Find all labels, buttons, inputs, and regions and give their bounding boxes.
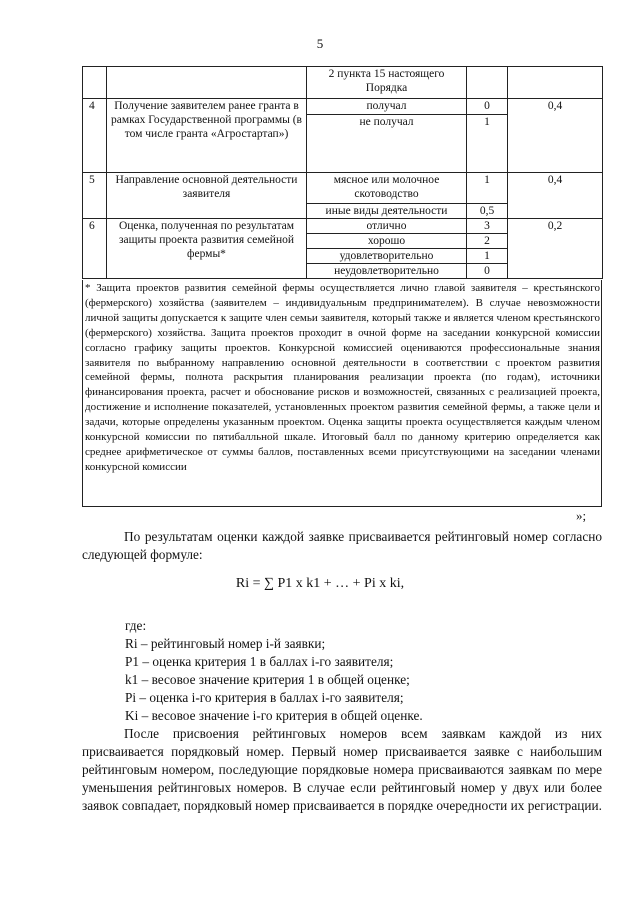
points-cell: 2 — [467, 234, 508, 249]
row-number: 4 — [83, 99, 107, 173]
weight-cell: 0,2 — [508, 219, 603, 279]
condition-cell: иные виды деятельности — [307, 204, 467, 219]
row-number — [83, 67, 107, 99]
paragraph-ordering: После присвоения рейтинговых номеров всем заявкам каждой из них присваивается порядковый номер. Первый номер присваивается заявке с наибольшим рейтинговым номером, последующие порядковые номера присваиваются заявкам по мере уменьшения рейтинговых номеров. В случае если рейтинговый номер у двух или более заявок совпадает, порядковый номер присваивается в порядке очередности их регистрации. — [82, 726, 602, 813]
points-cell: 0 — [467, 264, 508, 279]
rating-formula: Ri = ∑ P1 x k1 + … + Pi x ki, — [235, 576, 405, 591]
points-cell — [467, 67, 508, 99]
legend-item: Ri – рейтинговый номер i-й заявки; — [125, 636, 326, 651]
table-row — [83, 99, 603, 115]
points-cell: 1 — [467, 173, 508, 204]
condition-cell: не получал — [307, 115, 467, 173]
criterion-cell — [107, 67, 307, 99]
weight-cell — [508, 67, 603, 99]
criterion-cell: Получение заявителем ранее гранта в рамках Государственной программы (в том числе гранта «Агростартап») — [107, 99, 307, 173]
criterion-cell: Направление основной деятельности заявителя — [107, 173, 307, 219]
condition-cell: отлично — [307, 219, 467, 234]
points-cell: 1 — [467, 115, 508, 173]
legend-item: k1 – весовое значение критерия 1 в общей оценке; — [125, 672, 410, 687]
paragraph-rating-intro: По результатам оценки каждой заявке присваивается рейтинговый номер согласно следующей формуле: — [82, 529, 602, 562]
points-cell: 0,5 — [467, 204, 508, 219]
criterion-cell: Оценка, полученная по результатам защиты проекта развития семейной фермы* — [107, 219, 307, 279]
weight-cell: 0,4 — [508, 99, 603, 173]
row-number: 5 — [83, 173, 107, 219]
points-cell: 1 — [467, 249, 508, 264]
condition-cell: неудовлетворительно — [307, 264, 467, 279]
legend-item: Pi – оценка i-го критерия в баллах i-го заявителя; — [125, 690, 404, 705]
row-number: 6 — [83, 219, 107, 279]
where-label: где: — [125, 618, 147, 633]
page-number: 5 — [316, 36, 324, 51]
weight-cell: 0,4 — [508, 173, 603, 219]
legend-item: Ki – весовое значение i-го критерия в общей оценке. — [125, 708, 423, 723]
condition-cell: хорошо — [307, 234, 467, 249]
table-row — [83, 173, 603, 204]
footnote: * Защита проектов развития семейной фермы осуществляется лично главой заявителя – крестьянского (фермерского) хозяйства (заявителем – индивидуальным предпринимателем). В случае невозможности личной защиты допускается к защите член семьи заявителя, который также и является членом крестьянского (фермерского) хозяйства. Защита проектов проходит в очной форме на заседании конкурсной комиссии согласно графику защиты проектов. Конкурсной комиссией оцениваются профессиональные знания заявителя по выбранному направлению основной деятельности в соответствии с проектом развития семейной фермы, полнота раскрытия планирования реализации проекта (по годам), источники финансирования проекта, расчет и обоснование рисков и возможностей, связанных с реализацией проекта, достижение и исполнение показателей, установленных проектом развития семейной фермы, а также цели и задачи, которые определены указанным проектом. Оценка защиты проекта осуществляется каждым членом конкурсной комиссии по пятибалльной шкале. Итоговый балл по данному критерию определяется как среднее арифметическое от суммы баллов, поставленных всеми присутствующими на заседании членами конкурсной комиссии — [85, 282, 600, 473]
condition-cell: получал — [307, 99, 467, 115]
points-cell: 0 — [467, 99, 508, 115]
table-row — [83, 219, 603, 234]
table-row — [83, 67, 603, 99]
legend-item: P1 – оценка критерия 1 в баллах i-го заявителя; — [125, 654, 394, 669]
closing-mark: »; — [576, 508, 587, 523]
condition-cell: 2 пункта 15 настоящего Порядка — [307, 67, 467, 99]
condition-cell: удовлетворительно — [307, 249, 467, 264]
points-cell: 3 — [467, 219, 508, 234]
condition-cell: мясное или молочное скотоводство — [307, 173, 467, 204]
criteria-table — [82, 66, 603, 279]
